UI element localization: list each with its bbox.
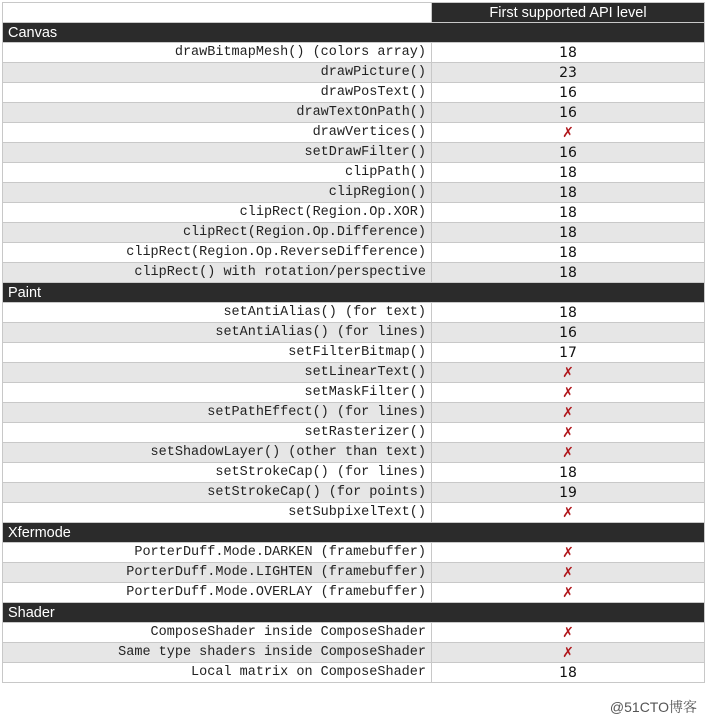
api-level-cell: 18 — [432, 663, 705, 683]
method-cell: setSubpixelText() — [3, 503, 432, 523]
table-row — [3, 643, 705, 663]
table-row — [3, 343, 705, 363]
api-level-cell: 18 — [432, 303, 705, 323]
method-cell: drawVertices() — [3, 123, 432, 143]
api-level-cell: 18 — [432, 243, 705, 263]
method-cell: setRasterizer() — [3, 423, 432, 443]
method-cell: PorterDuff.Mode.LIGHTEN (framebuffer) — [3, 563, 432, 583]
header-method-cell — [3, 3, 432, 23]
section-title: Canvas — [3, 23, 705, 43]
unsupported-mark: ✗ — [432, 543, 705, 563]
table-row — [3, 423, 705, 443]
section-title: Shader — [3, 603, 705, 623]
section-title: Paint — [3, 283, 705, 303]
method-cell: setShadowLayer() (other than text) — [3, 443, 432, 463]
table-row — [3, 483, 705, 503]
api-level-cell: 19 — [432, 483, 705, 503]
table-row — [3, 123, 705, 143]
api-level-cell: 18 — [432, 463, 705, 483]
table-row — [3, 463, 705, 483]
unsupported-mark: ✗ — [432, 623, 705, 643]
table-row — [3, 183, 705, 203]
table-row — [3, 443, 705, 463]
method-cell: ComposeShader inside ComposeShader — [3, 623, 432, 643]
table-row — [3, 543, 705, 563]
table-row — [3, 583, 705, 603]
method-cell: clipPath() — [3, 163, 432, 183]
table-row — [3, 623, 705, 643]
method-cell: drawPicture() — [3, 63, 432, 83]
api-level-cell: 18 — [432, 163, 705, 183]
api-level-cell: 16 — [432, 323, 705, 343]
table-row — [3, 43, 705, 63]
method-cell: setPathEffect() (for lines) — [3, 403, 432, 423]
api-level-cell: 18 — [432, 183, 705, 203]
table-header-row — [3, 3, 705, 23]
method-cell: PorterDuff.Mode.DARKEN (framebuffer) — [3, 543, 432, 563]
table-row — [3, 363, 705, 383]
method-cell: drawPosText() — [3, 83, 432, 103]
header-level-cell: First supported API level — [432, 3, 705, 23]
method-cell: clipRect(Region.Op.XOR) — [3, 203, 432, 223]
section-header-shader — [3, 603, 705, 623]
method-cell: clipRegion() — [3, 183, 432, 203]
method-cell: setDrawFilter() — [3, 143, 432, 163]
table-row — [3, 383, 705, 403]
method-cell: clipRect(Region.Op.Difference) — [3, 223, 432, 243]
table-row — [3, 223, 705, 243]
method-cell: setMaskFilter() — [3, 383, 432, 403]
table-row — [3, 103, 705, 123]
table-row — [3, 663, 705, 683]
unsupported-mark: ✗ — [432, 383, 705, 403]
method-cell: setAntiAlias() (for lines) — [3, 323, 432, 343]
unsupported-mark: ✗ — [432, 583, 705, 603]
table-row — [3, 403, 705, 423]
api-table-body — [3, 3, 705, 683]
api-level-cell: 17 — [432, 343, 705, 363]
api-level-cell: 18 — [432, 203, 705, 223]
method-cell: clipRect() with rotation/perspective — [3, 263, 432, 283]
section-header-paint — [3, 283, 705, 303]
table-row — [3, 563, 705, 583]
api-level-cell: 16 — [432, 143, 705, 163]
table-row — [3, 203, 705, 223]
unsupported-mark: ✗ — [432, 443, 705, 463]
api-level-cell: 18 — [432, 263, 705, 283]
unsupported-mark: ✗ — [432, 403, 705, 423]
method-cell: drawTextOnPath() — [3, 103, 432, 123]
unsupported-mark: ✗ — [432, 363, 705, 383]
method-cell: PorterDuff.Mode.OVERLAY (framebuffer) — [3, 583, 432, 603]
method-cell: setFilterBitmap() — [3, 343, 432, 363]
table-row — [3, 503, 705, 523]
unsupported-mark: ✗ — [432, 643, 705, 663]
section-header-xfermode — [3, 523, 705, 543]
api-level-cell: 23 — [432, 63, 705, 83]
table-row — [3, 303, 705, 323]
unsupported-mark: ✗ — [432, 563, 705, 583]
table-row — [3, 323, 705, 343]
table-row — [3, 243, 705, 263]
method-cell: setAntiAlias() (for text) — [3, 303, 432, 323]
method-cell: Local matrix on ComposeShader — [3, 663, 432, 683]
method-cell: clipRect(Region.Op.ReverseDifference) — [3, 243, 432, 263]
table-row — [3, 163, 705, 183]
table-row — [3, 83, 705, 103]
unsupported-mark: ✗ — [432, 503, 705, 523]
table-row — [3, 143, 705, 163]
section-title: Xfermode — [3, 523, 705, 543]
method-cell: Same type shaders inside ComposeShader — [3, 643, 432, 663]
table-row — [3, 63, 705, 83]
method-cell: drawBitmapMesh() (colors array) — [3, 43, 432, 63]
api-level-cell: 16 — [432, 103, 705, 123]
api-level-cell: 16 — [432, 83, 705, 103]
watermark: @51CTO博客 — [607, 696, 700, 718]
section-header-canvas — [3, 23, 705, 43]
api-support-table — [2, 2, 705, 683]
table-row — [3, 263, 705, 283]
unsupported-mark: ✗ — [432, 423, 705, 443]
api-level-cell: 18 — [432, 223, 705, 243]
unsupported-mark: ✗ — [432, 123, 705, 143]
method-cell: setStrokeCap() (for points) — [3, 483, 432, 503]
api-level-cell: 18 — [432, 43, 705, 63]
method-cell: setStrokeCap() (for lines) — [3, 463, 432, 483]
method-cell: setLinearText() — [3, 363, 432, 383]
